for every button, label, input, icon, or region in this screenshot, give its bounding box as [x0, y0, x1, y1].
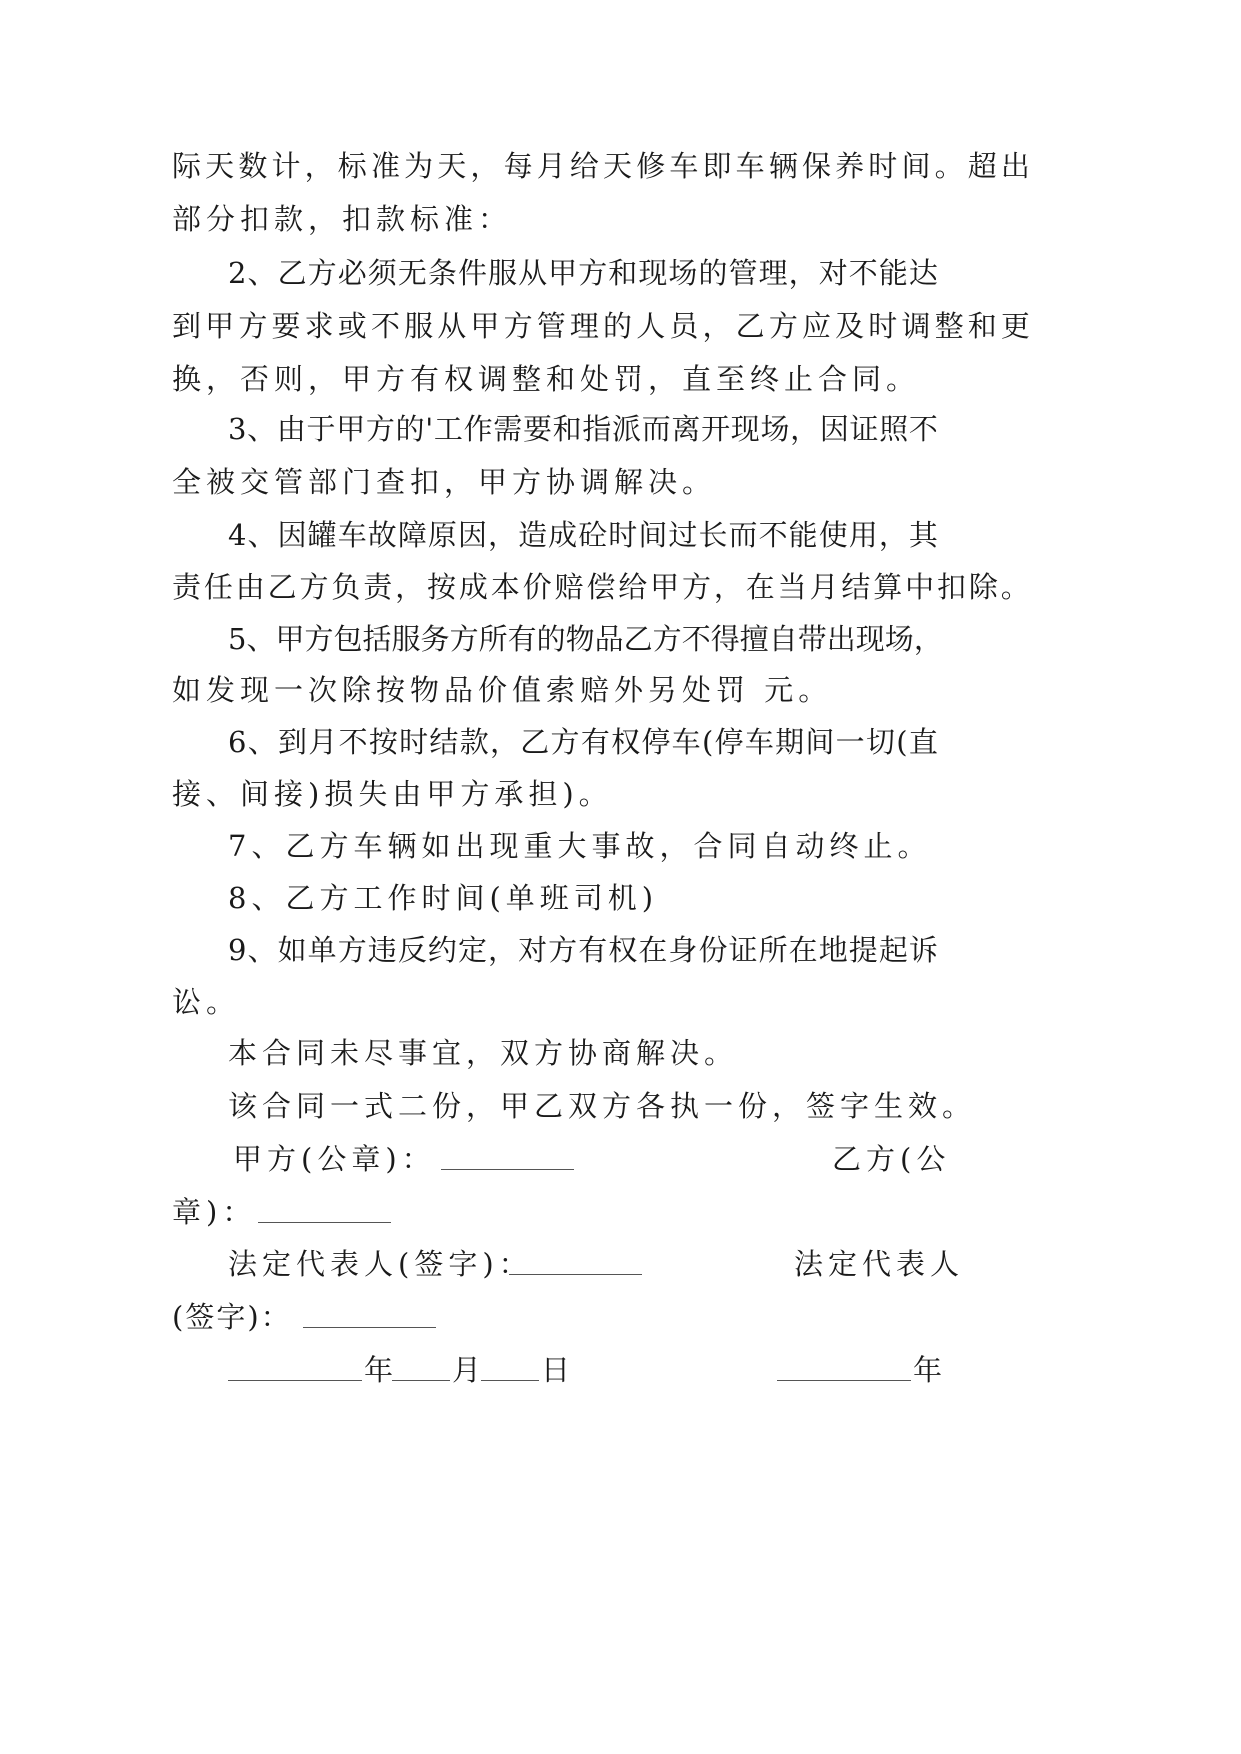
party-a-rep-blank — [509, 1246, 642, 1275]
clause-2-line-3: 换，否则，甲方有权调整和处罚，直至终止合同。 — [172, 362, 921, 396]
party-b-seal-label-cont: 章)： — [172, 1195, 257, 1229]
clause-3-line-1: 3 、 由 于 甲 方 的 ' 工 作 需 要 和 指 派 而 离 开 现 场 ， 因 证 照 不 — [228, 412, 938, 446]
closing-line-1: 本合同未尽事宜，双方协商解决。 — [228, 1036, 739, 1070]
clause-2-line-1: 2 、 乙 方 必 须 无 条 件 服 从 甲 方 和 现 场 的 管 理 ， 对 不 能 达 — [228, 256, 938, 290]
party-b-seal-label: 乙方(公 — [832, 1142, 951, 1176]
date-a-year-label: 年 — [364, 1353, 399, 1387]
date-a-month-label: 月 — [452, 1353, 487, 1387]
party-b-rep-label-cont: (签字)： — [172, 1300, 292, 1334]
text-line-2: 部分扣款，扣款标准： — [172, 202, 513, 236]
text-line-1: 际 天 数 计 ， 标 准 为 天 ， 每 月 给 天 修 车 即 车 辆 保 养 时 间 。 超 出 — [172, 149, 1030, 183]
party-b-seal-blank — [258, 1194, 391, 1223]
party-a-seal-label: 甲方(公章)： — [233, 1142, 436, 1176]
clause-6-line-2: 接、间接)损失由甲方承担)。 — [172, 777, 613, 811]
date-b-year-label: 年 — [913, 1353, 948, 1387]
party-b-rep-blank — [303, 1299, 436, 1328]
clause-9-line-1: 9 、 如 单 方 违 反 约 定 ， 对 方 有 权 在 身 份 证 所 在 地 提 起 诉 — [228, 933, 938, 967]
date-a-day-label: 日 — [541, 1353, 576, 1387]
clause-2-line-2: 到 甲 方 要 求 或 不 服 从 甲 方 管 理 的 人 员 ， 乙 方 应 及 时 调 整 和 更 — [172, 309, 1030, 343]
date-a-month-blank — [392, 1352, 450, 1381]
closing-line-2: 该合同一式二份，甲乙双方各执一份，签字生效。 — [228, 1089, 977, 1123]
clause-7: 7、乙方车辆如出现重大事故，合同自动终止。 — [228, 829, 932, 863]
clause-8: 8、乙方工作时间(单班司机) — [228, 881, 659, 915]
party-b-rep-label: 法定代表人 — [794, 1247, 965, 1281]
clause-6-line-1: 6 、 到 月 不 按 时 结 款 ， 乙 方 有 权 停 车 ( 停 车 期 间 一 切 ( 直 — [228, 725, 938, 759]
date-a-year-blank — [228, 1352, 362, 1381]
party-a-seal-blank — [441, 1141, 574, 1170]
party-a-rep-label: 法定代表人(签字)： — [228, 1247, 533, 1281]
date-a-day-blank — [481, 1352, 539, 1381]
date-b-year-blank — [777, 1352, 911, 1381]
clause-3-line-2: 全被交管部门查扣，甲方协调解决。 — [172, 465, 717, 499]
clause-4-line-1: 4 、 因 罐 车 故 障 原 因 ， 造 成 砼 时 间 过 长 而 不 能 使 用 ， 其 — [228, 518, 938, 552]
clause-9-line-2: 讼。 — [172, 985, 241, 1019]
clause-5-line-1: 5 、 甲 方 包 括 服 务 方 所 有 的 物 品 乙 方 不 得 擅 自 带 出 现 场 ， — [228, 622, 943, 656]
clause-5-line-2: 如发现一次除按物品价值索赔外另处罚 元。 — [172, 673, 833, 707]
clause-4-line-2: 责 任 由 乙 方 负 责 ， 按 成 本 价 赔 偿 给 甲 方 ， 在 当 月 结 算 中 扣 除 。 — [172, 570, 1030, 604]
